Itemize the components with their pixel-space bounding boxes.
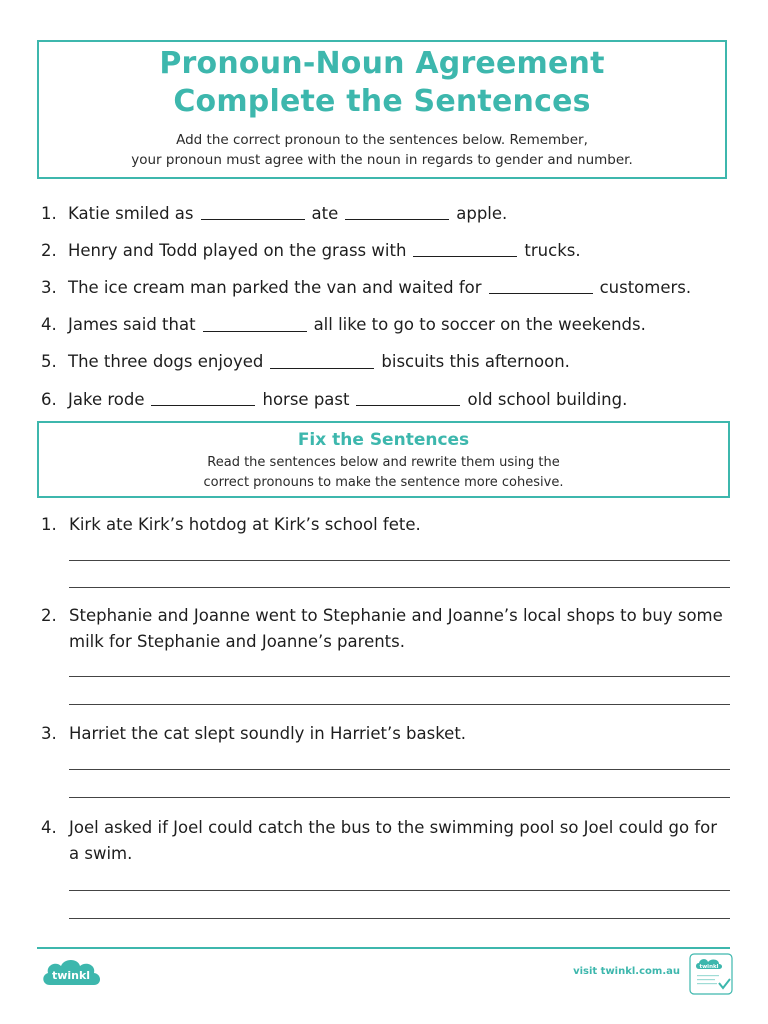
item-number: 2. bbox=[41, 606, 57, 625]
item-number: 2. bbox=[41, 240, 57, 260]
item-number: 1. bbox=[41, 515, 57, 534]
sentence-text: Kirk ate Kirk’s hotdog at Kirk’s school fete. bbox=[69, 515, 421, 534]
section-instructions-line-1: Read the sentences below and rewrite them using the bbox=[207, 455, 560, 470]
sentence-text: old school building. bbox=[467, 389, 628, 409]
answer-blank[interactable] bbox=[356, 389, 460, 406]
page-title-line-1: Pronoun-Noun Agreement bbox=[159, 46, 605, 81]
sentence-text: Harriet the cat slept soundly in Harriet’s basket. bbox=[69, 724, 467, 743]
sentence-text: Joel asked if Joel could catch the bus to the swimming pool so Joel could go for a swim. bbox=[69, 818, 718, 863]
sentence-text: The three dogs enjoyed bbox=[68, 352, 264, 372]
item-number: 3. bbox=[41, 277, 57, 297]
item-number: 3. bbox=[41, 724, 57, 743]
complete-sentences-list bbox=[38, 195, 738, 418]
sentence-text: customers. bbox=[599, 277, 692, 297]
sentence-text: ate bbox=[311, 203, 339, 223]
instructions-line-1: Add the correct pronoun to the sentences below. Remember, bbox=[176, 132, 588, 148]
answer-line[interactable] bbox=[69, 918, 730, 919]
footer-divider bbox=[37, 947, 730, 949]
answer-line[interactable] bbox=[69, 560, 730, 561]
item-number: 6. bbox=[41, 389, 57, 409]
sentence-text: trucks. bbox=[524, 240, 581, 260]
footer-link[interactable]: visit twinkl.com.au bbox=[573, 966, 680, 977]
sentence-text: apple. bbox=[456, 203, 508, 223]
sentence-text: Katie smiled as bbox=[68, 203, 194, 223]
section-instructions bbox=[39, 453, 728, 493]
answer-blank[interactable] bbox=[203, 315, 307, 332]
instructions-line-2: your pronoun must agree with the noun in regards to gender and number. bbox=[131, 152, 633, 168]
fix-sentences-box bbox=[37, 421, 730, 498]
item-number: 4. bbox=[41, 818, 57, 837]
item-number: 1. bbox=[41, 203, 57, 223]
logo-text: twinkl bbox=[51, 969, 91, 982]
list-item bbox=[38, 232, 738, 269]
answer-line[interactable] bbox=[69, 676, 730, 677]
badge-text: twinkl bbox=[699, 964, 719, 970]
list-item bbox=[38, 269, 738, 306]
answer-line[interactable] bbox=[69, 704, 730, 705]
rewrite-item bbox=[38, 603, 730, 655]
answer-line[interactable] bbox=[69, 587, 730, 588]
item-number: 4. bbox=[41, 315, 57, 335]
list-item bbox=[38, 195, 738, 232]
twinkl-logo bbox=[40, 955, 104, 993]
rewrite-item bbox=[38, 512, 730, 538]
answer-blank[interactable] bbox=[345, 203, 449, 220]
page-title-line-2: Complete the Sentences bbox=[173, 84, 591, 119]
answer-blank[interactable] bbox=[151, 389, 255, 406]
section-title: Fix the Sentences bbox=[297, 430, 470, 450]
sentence-text: horse past bbox=[262, 389, 350, 409]
sentence-text: biscuits this afternoon. bbox=[381, 352, 570, 372]
quality-badge bbox=[689, 953, 733, 995]
answer-blank[interactable] bbox=[270, 352, 374, 369]
sentence-text: James said that bbox=[68, 315, 196, 335]
rewrite-item bbox=[38, 721, 730, 747]
sentence-text: The ice cream man parked the van and waited for bbox=[68, 277, 482, 297]
sentence-text: Jake rode bbox=[68, 389, 145, 409]
title-box bbox=[37, 40, 727, 179]
answer-blank[interactable] bbox=[489, 277, 593, 294]
item-number: 5. bbox=[41, 352, 57, 372]
list-item bbox=[38, 381, 738, 418]
sentence-text: Henry and Todd played on the grass with bbox=[68, 240, 407, 260]
sentence-text: Stephanie and Joanne went to Stephanie and Joanne’s local shops to buy some milk for Stephanie and Joanne’s parents. bbox=[69, 606, 723, 651]
answer-line[interactable] bbox=[69, 890, 730, 891]
answer-line[interactable] bbox=[69, 797, 730, 798]
answer-line[interactable] bbox=[69, 769, 730, 770]
answer-blank[interactable] bbox=[201, 203, 305, 220]
rewrite-item bbox=[38, 815, 730, 867]
list-item bbox=[38, 344, 738, 381]
sentence-text: all like to go to soccer on the weekends. bbox=[313, 315, 646, 335]
section-instructions-line-2: correct pronouns to make the sentence more cohesive. bbox=[203, 475, 564, 490]
list-item bbox=[38, 307, 738, 344]
instructions bbox=[59, 130, 705, 170]
answer-blank[interactable] bbox=[413, 240, 517, 257]
